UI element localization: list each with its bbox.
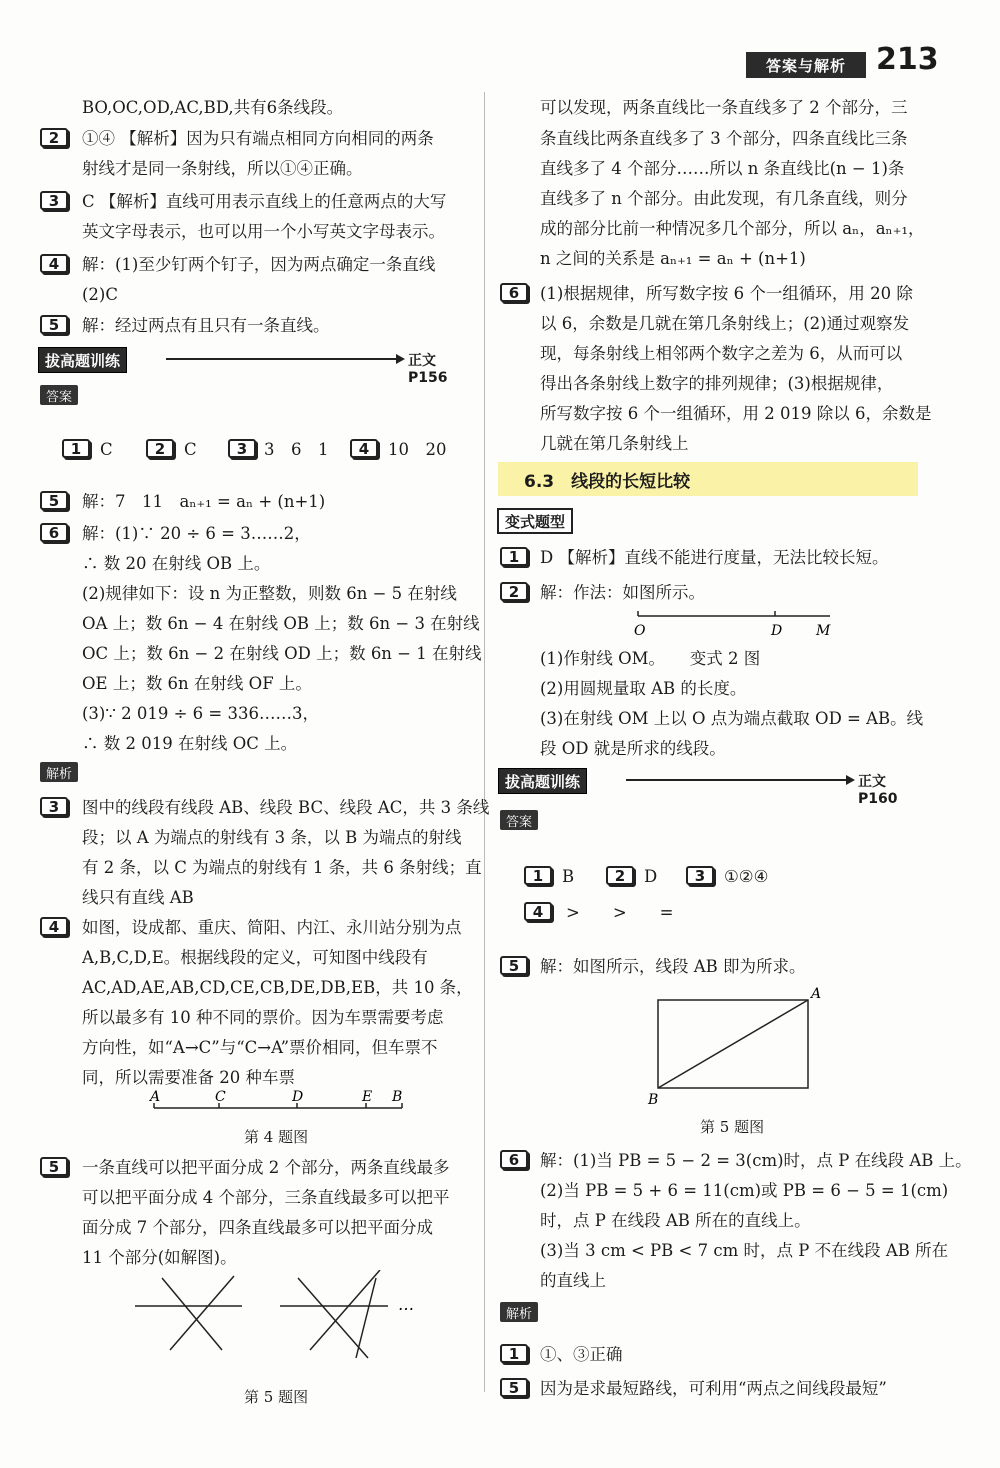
question-number: 4 [350,439,378,458]
point-label: A [150,1089,161,1105]
question-number: 6 [500,1150,528,1169]
text-line: 解：经过两点有且只有一条直线。 [82,316,330,335]
arrow-icon [396,354,405,364]
text-line: 一条直线可以把平面分成 2 个部分，两条直线最多 [82,1158,450,1177]
question-number: 4 [40,917,68,936]
text-line: 成的部分比前一种情况多几个部分，所以 aₙ，aₙ₊₁， [540,219,925,238]
text-line: 解：(1)∵ 20 ÷ 6 = 3……2， [82,524,311,543]
question-number: 3 [228,439,256,458]
answer-tag: 答案 [500,810,538,830]
text-line: 图中的线段有线段 AB、线段 BC、线段 AC，共 3 条线 [82,798,490,817]
point-label: M [816,623,831,639]
point-label: A [811,986,822,1002]
text-line: 同，所以需要准备 20 种车票 [82,1068,295,1087]
text-line: BO,OC,OD,AC,BD,共有6条线段。 [82,98,344,117]
question-number: 1 [500,547,528,566]
text-line: 段 OD 就是所求的线段。 [540,739,726,758]
question-number: 2 [606,866,634,885]
text-line: OA 上；数 6n − 4 在射线 OB 上；数 6n − 3 在射线 [82,614,480,633]
text-line: (2)规律如下：设 n 为正整数，则数 6n − 5 在射线 [82,584,457,603]
text-line: 英文字母表示，也可以用一个小写英文字母表示。 [82,222,445,241]
page-number: 213 [876,42,939,77]
page-reference: 正文 P156 [408,353,448,386]
figure-caption: 第 4 题图 [244,1128,309,1146]
subsection-title: 变式题型 [497,508,573,534]
analysis-tag: 解析 [500,1302,538,1322]
text-line: ∴ 数 20 在射线 OB 上。 [82,554,271,573]
question-number: 3 [40,797,68,816]
text-line: A,B,C,D,E。根据线段的定义，可知图中线段有 [82,948,428,967]
text-line: 以 6，余数是几就在第几条射线上；(2)通过观察发 [540,314,910,333]
question-number: 1 [524,866,552,885]
text-line: 解：作法：如图所示。 [540,583,705,602]
point-label: D [292,1089,304,1105]
text-line: 可以发现，两条直线比一条直线多了 2 个部分，三 [540,98,908,117]
answer-value: B [562,867,575,886]
text-line: 解：7 11 aₙ₊₁ = aₙ + (n+1) [82,492,326,511]
text-line: ①④ 【解析】因为只有端点相同方向相同的两条 [82,129,434,148]
text-line: 解：如图所示，线段 AB 即为所求。 [540,957,806,976]
question-number: 6 [500,283,528,302]
question-number: 2 [40,128,68,147]
section-bar [38,347,470,386]
text-line: (2)C [82,285,118,304]
text-line: 段；以 A 为端点的射线有 3 条，以 B 为端点的射线 [82,828,462,847]
question-number: 6 [40,523,68,542]
answer-value: > > = [566,903,674,922]
analysis-tag: 解析 [40,762,78,782]
header-tag: 答案与解析 [746,52,866,78]
text-line: ①、③正确 [540,1345,623,1364]
arrow-icon [846,775,855,785]
answer-value: ①②④ [724,867,769,886]
text-line: 得出各条射线上数字的排列规律；(3)根据规律， [540,374,894,393]
point-label: C [215,1089,226,1105]
question-number: 5 [40,315,68,334]
text-line: 条直线比两条直线多了 3 个部分，四条直线比三条 [540,129,908,148]
text-line: 解：(1)至少钉两个钉子，因为两点确定一条直线 [82,255,436,274]
text-line: (2)用圆规量取 AB 的长度。 [540,679,747,698]
question-number: 4 [524,902,552,921]
question-number: 1 [62,439,90,458]
question-number: 1 [500,1344,528,1363]
text-line: 的直线上 [540,1271,606,1290]
question-number: 4 [40,254,68,273]
text-line: (3)∵ 2 019 ÷ 6 = 336……3， [82,704,319,723]
point-label: B [392,1089,403,1105]
section-title: 6.3 线段的长短比较 [498,462,918,496]
point-label: B [648,1092,659,1108]
question-number: 5 [500,956,528,975]
text-line: ∴ 数 2 019 在射线 OC 上。 [82,734,298,753]
text-line: AC,AD,AE,AB,CD,CE,CB,DE,DB,EB，共 10 条， [82,978,473,997]
page-reference: 正文 P160 [858,774,898,807]
text-line: 解：(1)当 PB = 5 − 2 = 3(cm)时，点 P 在线段 AB 上。 [540,1151,972,1170]
figure-4-segment [140,1088,420,1118]
question-number: 3 [40,191,68,210]
text-line: 直线多了 4 个部分……所以 n 条直线比(n − 1)条 [540,159,905,178]
text-line: 直线多了 n 个部分。由此发现，有几条直线，则分 [540,189,908,208]
text-line: (3)当 3 cm < PB < 7 cm 时，点 P 不在线段 AB 所在 [540,1241,949,1260]
text-line: n 之间的关系是 aₙ₊₁ = aₙ + (n+1) [540,249,806,268]
figure-caption: 第 5 题图 [700,1118,765,1136]
answer-value: 3 6 1 [264,440,329,459]
text-line: 如图，设成都、重庆、简阳、内江、永川站分别为点 [82,918,462,937]
question-number: 3 [686,866,714,885]
arrow-line [626,779,848,781]
arrow-line [166,358,398,360]
question-number: 2 [500,582,528,601]
question-number: 5 [40,491,68,510]
text-line: 方向性，如“A→C”与“C→A”票价相同，但车票不 [82,1038,438,1057]
text-line: 线只有直线 AB [82,888,194,907]
answer-tag: 答案 [40,385,78,405]
answer-value: 10 20 [388,440,447,459]
question-number: 2 [146,439,174,458]
question-number: 5 [500,1378,528,1397]
text-line: 面分成 7 个部分，四条直线最多可以把平面分成 [82,1218,433,1237]
section-bar [498,768,928,807]
text-line: 所写数字按 6 个一组循环，用 2 019 除以 6，余数是 [540,404,932,423]
answer-value: D [644,867,658,886]
text-line: D 【解析】直线不能进行度量，无法比较长短。 [540,548,889,567]
figure-caption: 第 5 题图 [244,1388,309,1406]
variant-2-figure [630,606,840,640]
point-label: E [362,1089,373,1105]
text-line: 有 2 条，以 C 为端点的射线有 1 条，共 6 条射线；直 [82,858,482,877]
figure-5-rectangle [640,982,830,1108]
text-line: 所以最多有 10 种不同的票价。因为车票需要考虑 [82,1008,444,1027]
text-line: (3)在射线 OM 上以 O 点为端点截取 OD = AB。线 [540,709,924,728]
text-line: C 【解析】直线可用表示直线上的任意两点的大写 [82,192,447,211]
text-line: (1)作射线 OM。 变式 2 图 [540,649,761,668]
answer-value: C [184,440,197,459]
text-line: 因为是求最短路线，可利用“两点之间线段最短” [540,1379,887,1398]
answer-value: C [100,440,113,459]
text-line: 可以把平面分成 4 个部分，三条直线最多可以把平 [82,1188,450,1207]
text-line: OC 上；数 6n − 2 在射线 OD 上；数 6n − 1 在射线 [82,644,482,663]
ellipsis: … [398,1295,414,1314]
text-line: 几就在第几条射线上 [540,434,689,453]
figure-5-lines [130,1270,430,1380]
point-label: O [634,623,646,639]
text-line: 时，点 P 在线段 AB 所在的直线上。 [540,1211,811,1230]
question-number: 5 [40,1157,68,1176]
section-bar-label: 拔高题训练 [38,347,127,373]
column-divider [484,92,485,1392]
text-line: 11 个部分(如解图)。 [82,1248,237,1267]
text-line: OE 上；数 6n 在射线 OF 上。 [82,674,312,693]
text-line: (2)当 PB = 5 + 6 = 11(cm)或 PB = 6 − 5 = 1(cm) [540,1181,949,1200]
section-bar-label: 拔高题训练 [498,768,587,794]
text-line: 射线才是同一条射线，所以①④正确。 [82,159,363,178]
text-line: 现，每条射线上相邻两个数字之差为 6，从而可以 [540,344,903,363]
text-line: (1)根据规律，所写数字按 6 个一组循环，用 20 除 [540,284,913,303]
point-label: D [771,623,783,639]
